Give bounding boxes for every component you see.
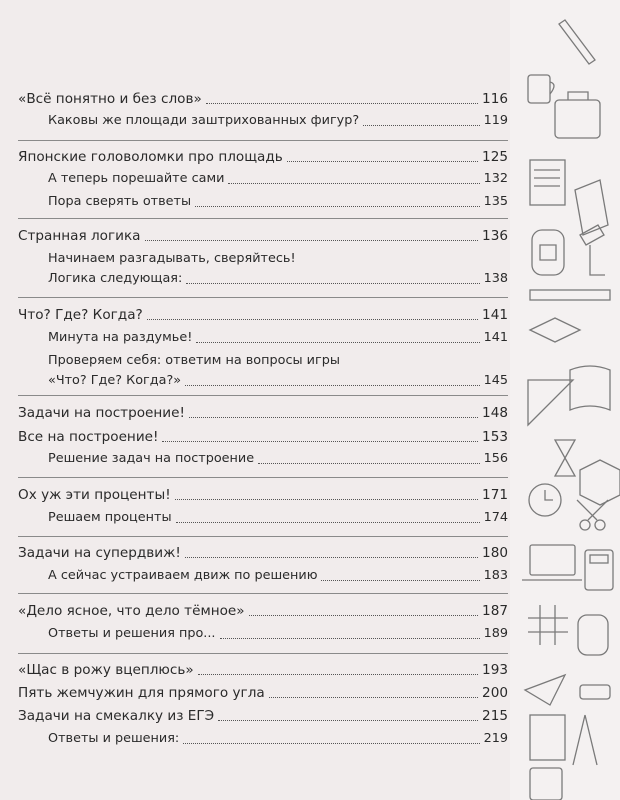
- section-divider: [18, 218, 508, 219]
- toc-entry-title: Японские головоломки про площадь: [18, 149, 283, 165]
- cup-icon: [528, 75, 554, 103]
- calculator-icon: [585, 550, 613, 590]
- tic-tac-toe-icon: [528, 605, 568, 645]
- dot-leader: [220, 638, 480, 639]
- toc-entry-title: Пять жемчужин для прямого угла: [18, 685, 265, 701]
- toc-page-number: 148: [482, 405, 508, 421]
- compass-icon: [573, 715, 597, 765]
- dot-leader: [176, 522, 480, 523]
- toc-chapter[interactable]: [18, 602, 508, 620]
- toc-page-number: 187: [482, 603, 508, 619]
- dot-leader: [183, 743, 479, 744]
- toc-chapter[interactable]: [18, 90, 508, 108]
- backpack-icon: [532, 230, 564, 275]
- dot-leader: [186, 283, 479, 284]
- dot-leader: [269, 697, 478, 698]
- toc-entry-title: Решаем проценты: [48, 510, 172, 525]
- toc-page-number: 200: [482, 685, 508, 701]
- toc-page-number: 132: [483, 171, 508, 186]
- toc-entry-title: Решение задач на построение: [48, 451, 255, 466]
- section-divider: [18, 477, 508, 478]
- toc-chapter[interactable]: [18, 404, 508, 422]
- toc-page-number: 141: [482, 307, 508, 323]
- section-divider: [18, 297, 508, 298]
- dot-leader: [258, 463, 479, 464]
- toc-entry-title: «Всё понятно и без слов»: [18, 91, 202, 107]
- toc-entry-title: Ох уж эти проценты!: [18, 487, 171, 503]
- toc-page-number: 174: [483, 510, 508, 525]
- dot-leader: [185, 557, 478, 558]
- dot-leader: [145, 240, 479, 241]
- section-divider: [18, 653, 508, 654]
- toc-chapter[interactable]: [18, 227, 508, 245]
- toc-subsection[interactable]: [48, 567, 508, 585]
- dot-leader: [321, 580, 479, 581]
- eraser-icon: [580, 685, 610, 699]
- pencil-icon: [559, 20, 595, 64]
- triangle-ruler-icon: [528, 380, 573, 425]
- toc-entry-title: Задачи на построение!: [18, 405, 185, 421]
- dot-leader: [147, 319, 478, 320]
- section-divider: [18, 593, 508, 594]
- cube-icon: [580, 460, 620, 505]
- toc-chapter[interactable]: [18, 148, 508, 166]
- dot-leader: [218, 720, 478, 721]
- school-doodles-illustration: [510, 0, 620, 800]
- toc-entry-title: Ответы и решения:: [48, 731, 180, 746]
- toc-chapter[interactable]: [18, 707, 508, 725]
- dot-leader: [196, 342, 479, 343]
- dot-leader: [185, 385, 479, 386]
- scissors-icon: [577, 500, 608, 530]
- dot-leader: [363, 125, 479, 126]
- toc-page-number: 119: [483, 113, 508, 128]
- dot-leader: [195, 206, 479, 207]
- toc-chapter[interactable]: [18, 486, 508, 504]
- toc-entry-title: А сейчас устраиваем движ по решению: [48, 568, 318, 583]
- dot-leader: [189, 417, 478, 418]
- toc-page-number: 125: [482, 149, 508, 165]
- toc-entry-title: Логика следующая:: [48, 271, 183, 286]
- section-divider: [18, 536, 508, 537]
- toc-entry-title: «Дело ясное, что дело тёмное»: [18, 603, 245, 619]
- toc-entry-title: Задачи на супердвиж!: [18, 545, 181, 561]
- toc-subsection[interactable]: [48, 193, 508, 211]
- toc-chapter[interactable]: [18, 661, 508, 679]
- toc-page-number: 116: [482, 91, 508, 107]
- notebook-icon: [530, 715, 565, 760]
- toc-subsection[interactable]: [48, 329, 508, 347]
- graduation-cap-icon: [530, 318, 580, 342]
- section-divider: [18, 395, 508, 396]
- toc-entry-title: Минута на раздумье!: [48, 330, 193, 345]
- toc-entry-title: Все на построение!: [18, 429, 159, 445]
- toc-page-number: 215: [482, 708, 508, 724]
- dot-leader: [162, 441, 478, 442]
- calculator-2-icon: [530, 768, 562, 800]
- toc-entry-title: Каковы же площади заштрихованных фигур?: [48, 113, 360, 128]
- toc-entry-title: «Что? Где? Когда?»: [48, 373, 182, 388]
- lamp-icon: [580, 225, 605, 275]
- toc-subsection[interactable]: [48, 450, 508, 468]
- toc-entry-title: Ответы и решения про...: [48, 626, 216, 641]
- toc-entry-title: «Щас в рожу вцеплюсь»: [18, 662, 194, 678]
- dot-leader: [287, 161, 478, 162]
- alarm-clock-icon: [529, 484, 561, 516]
- dot-leader: [175, 499, 478, 500]
- toc-page-number: 136: [482, 228, 508, 244]
- toc-subsection[interactable]: [48, 625, 508, 643]
- toc-page-number: 180: [482, 545, 508, 561]
- toc-page-number: 171: [482, 487, 508, 503]
- toc-entry-title: Пора сверять ответы: [48, 194, 192, 209]
- toc-page-number: 138: [483, 271, 508, 286]
- toc-subsection[interactable]: [48, 509, 508, 527]
- dot-leader: [198, 674, 478, 675]
- toc-subsection[interactable]: [48, 372, 508, 390]
- toc-page-number: 189: [483, 626, 508, 641]
- toc-chapter[interactable]: [18, 428, 508, 446]
- hourglass-icon: [555, 440, 575, 476]
- doodle-sidebar: [510, 0, 620, 800]
- dot-leader: [249, 615, 478, 616]
- briefcase-icon: [555, 92, 600, 138]
- toc-chapter[interactable]: [18, 544, 508, 562]
- section-divider: [18, 140, 508, 141]
- toc-subsection[interactable]: [48, 730, 508, 748]
- toc-chapter[interactable]: [18, 684, 508, 702]
- toc-page-number: 141: [483, 330, 508, 345]
- toc-entry-title: Задачи на смекалку из ЕГЭ: [18, 708, 215, 724]
- toc-subsection[interactable]: [48, 170, 508, 188]
- book-icon: [530, 160, 565, 205]
- toc-page-number: 145: [483, 373, 508, 388]
- toc-entry-title: А теперь порешайте сами: [48, 171, 225, 186]
- dot-leader: [206, 103, 478, 104]
- open-book-icon: [570, 366, 610, 410]
- dot-leader: [228, 183, 479, 184]
- toc-page-number: 153: [482, 429, 508, 445]
- toc-subsection[interactable]: [48, 270, 508, 288]
- toc-subsection[interactable]: [48, 112, 508, 130]
- toc-page-number: 156: [483, 451, 508, 466]
- ruler-icon: [530, 290, 610, 300]
- backpack-2-icon: [578, 615, 608, 655]
- toc-entry-title: Странная логика: [18, 228, 141, 244]
- toc-page-number: 183: [483, 568, 508, 583]
- toc-entry-line: Начинаем разгадывать, сверяйтесь!: [48, 251, 296, 266]
- scroll-icon: [575, 180, 608, 235]
- toc-page-number: 135: [483, 194, 508, 209]
- toc-chapter[interactable]: [18, 306, 508, 324]
- laptop-icon: [522, 545, 582, 580]
- paper-plane-icon: [525, 675, 565, 705]
- toc-entry-title: Что? Где? Когда?: [18, 307, 143, 323]
- toc-page-number: 219: [483, 731, 508, 746]
- toc-page-number: 193: [482, 662, 508, 678]
- toc-entry-line: Проверяем себя: ответим на вопросы игры: [48, 353, 340, 368]
